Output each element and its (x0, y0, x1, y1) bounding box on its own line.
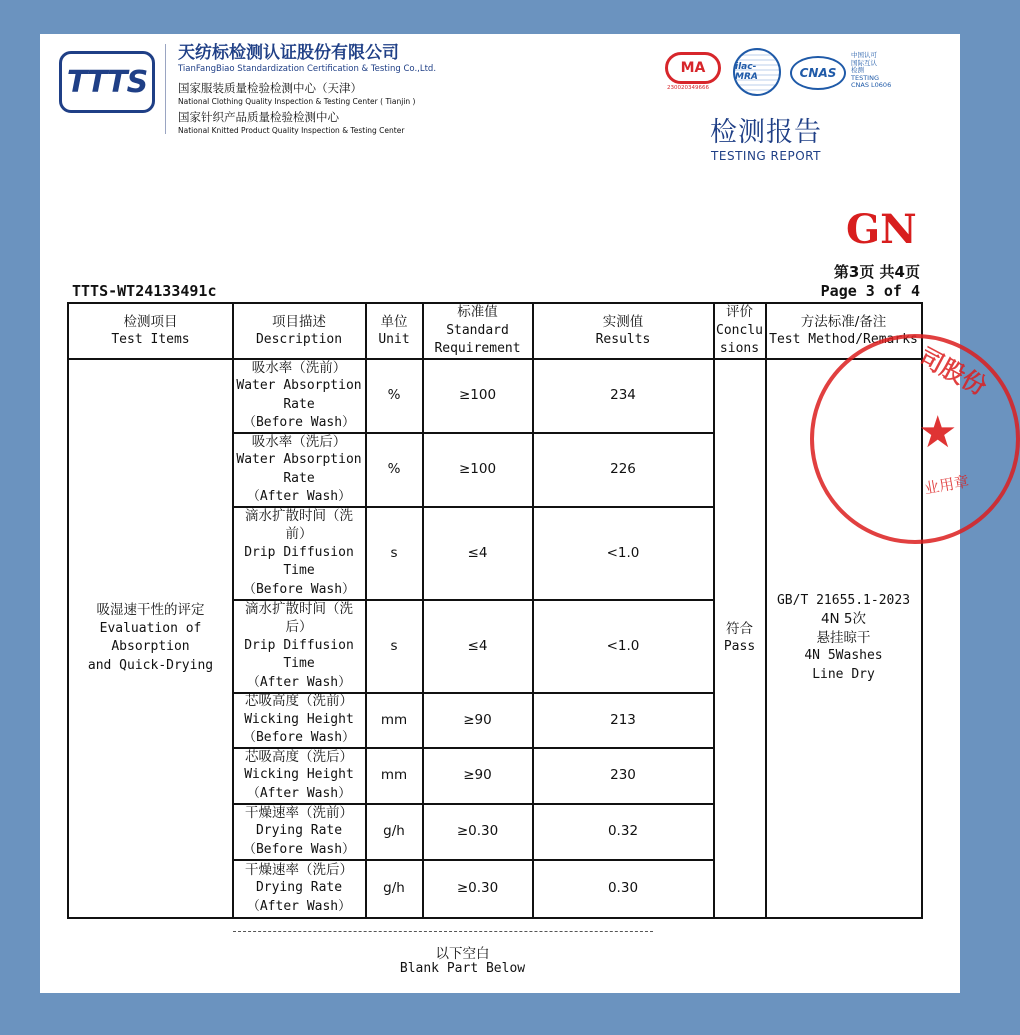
header-test-items: 检测项目 Test Items (111, 313, 190, 347)
row-7-result: 0.32 (607, 823, 639, 840)
row-4-result: <1.0 (606, 637, 640, 654)
method-cell: GB/T 21655.1-2023 4N 5次 悬挂晾干 4N 5Washes Line Dry (776, 592, 911, 682)
row-2-unit: % (387, 461, 401, 478)
grade-mark: GN (846, 206, 917, 253)
row-3-standard: ≤4 (467, 544, 488, 561)
report-sheet (40, 34, 992, 993)
seal-star-icon: ★ (918, 407, 958, 458)
row-6-description: 芯吸高度（洗后） Wicking Height （After Wash） (244, 748, 354, 801)
page-number-cn: 第3页 共4页 (833, 263, 920, 281)
cma-code: 230020349666 (667, 85, 709, 91)
ttts-logo (59, 51, 155, 113)
header-description: 项目描述 Description (255, 313, 343, 347)
row-8-result: 0.30 (607, 880, 639, 897)
row-1-description: 吸水率（洗前） Water Absorption Rate （Before Wash） (236, 359, 362, 430)
row-8-unit: g/h (383, 880, 405, 897)
row-1-result: 234 (610, 387, 636, 404)
row-5-standard: ≥90 (463, 711, 492, 728)
organization-block (178, 38, 478, 135)
row-5-unit: mm (380, 711, 408, 728)
row-7-unit: g/h (383, 823, 405, 840)
cma-logo: MA (665, 52, 721, 84)
row-2-description: 吸水率（洗后） Water Absorption Rate （After Wash） (236, 433, 362, 504)
row-7-standard: ≥0.30 (456, 823, 499, 840)
row-5-description: 芯吸高度（洗前） Wicking Height （Before Wash） (242, 693, 356, 746)
cnas-logo: CNAS (790, 56, 846, 90)
row-8-description: 干燥速率（洗后） Drying Rate （After Wash） (245, 861, 353, 914)
dashed-divider (233, 931, 653, 932)
header-results: 实测值 Results (595, 313, 651, 347)
center-1-en: National Clothing Quality Inspection & Testing Center ( Tianjin ) (178, 97, 416, 106)
report-title-en: TESTING REPORT (711, 149, 821, 163)
org-name-cn: 天纺标检测认证股份有限公司 (178, 43, 399, 63)
header-divider (165, 44, 166, 134)
seal-text-top: 司股份 (914, 342, 992, 401)
header-standard: 标准值 Standard Requirement (434, 304, 521, 357)
row-6-result: 230 (610, 767, 636, 784)
report-number: TTTS-WT24133491c (72, 282, 217, 300)
report-title (680, 110, 852, 163)
ilac-mra-logo: ilac-MRA (733, 48, 781, 96)
row-1-unit: % (387, 387, 401, 404)
row-3-result: <1.0 (606, 544, 640, 561)
row-3-description: 滴水扩散时间（洗 前） Drip Diffusion Time （Before Wash） (242, 507, 356, 597)
header-conclusions: 评价 Conclu sions (716, 304, 763, 357)
header-method: 方法标准/备注 Test Method/Remarks (769, 313, 918, 347)
header-unit: 单位 Unit (378, 313, 410, 347)
blank-part-en: Blank Part Below (399, 961, 526, 976)
test-item-cell: 吸湿速干性的评定 Evaluation of Absorption and Quick-Drying (87, 602, 214, 673)
seal-text-bottom: 业用章 (922, 472, 971, 498)
row-6-unit: mm (380, 767, 408, 784)
row-4-description: 滴水扩散时间（洗 后） Drip Diffusion Time （After Wash） (244, 600, 354, 690)
certification-logos (665, 48, 955, 98)
page-number-en: Page 3 of 4 (820, 282, 920, 300)
row-7-description: 干燥速率（洗前） Drying Rate （Before Wash） (242, 804, 356, 857)
center-2-en: National Knitted Product Quality Inspection & Testing Center (178, 126, 405, 135)
row-5-result: 213 (610, 711, 636, 728)
row-8-standard: ≥0.30 (456, 880, 499, 897)
row-6-standard: ≥90 (463, 767, 492, 784)
row-4-unit: s (390, 637, 398, 654)
row-3-unit: s (390, 544, 398, 561)
row-4-standard: ≤4 (467, 637, 488, 654)
center-2-cn: 国家针织产品质量检验检测中心 (178, 110, 339, 124)
results-table (67, 302, 923, 919)
row-2-standard: ≥100 (458, 461, 497, 478)
report-title-cn: 检测报告 (710, 117, 822, 148)
blank-part-cn: 以下空白 (435, 946, 490, 962)
row-2-result: 226 (610, 461, 636, 478)
logo-text: TTTS (66, 64, 148, 100)
cnas-caption: 中国认可 国际互认 检测 TESTING CNAS L0606 (851, 51, 892, 89)
conclusion-cell: 符合 Pass (723, 620, 756, 654)
org-name-en: TianFangBiao Standardization Certification & Testing Co.,Ltd. (178, 64, 437, 74)
row-1-standard: ≥100 (458, 387, 497, 404)
center-1-cn: 国家服装质量检验检测中心（天津） (178, 81, 362, 95)
